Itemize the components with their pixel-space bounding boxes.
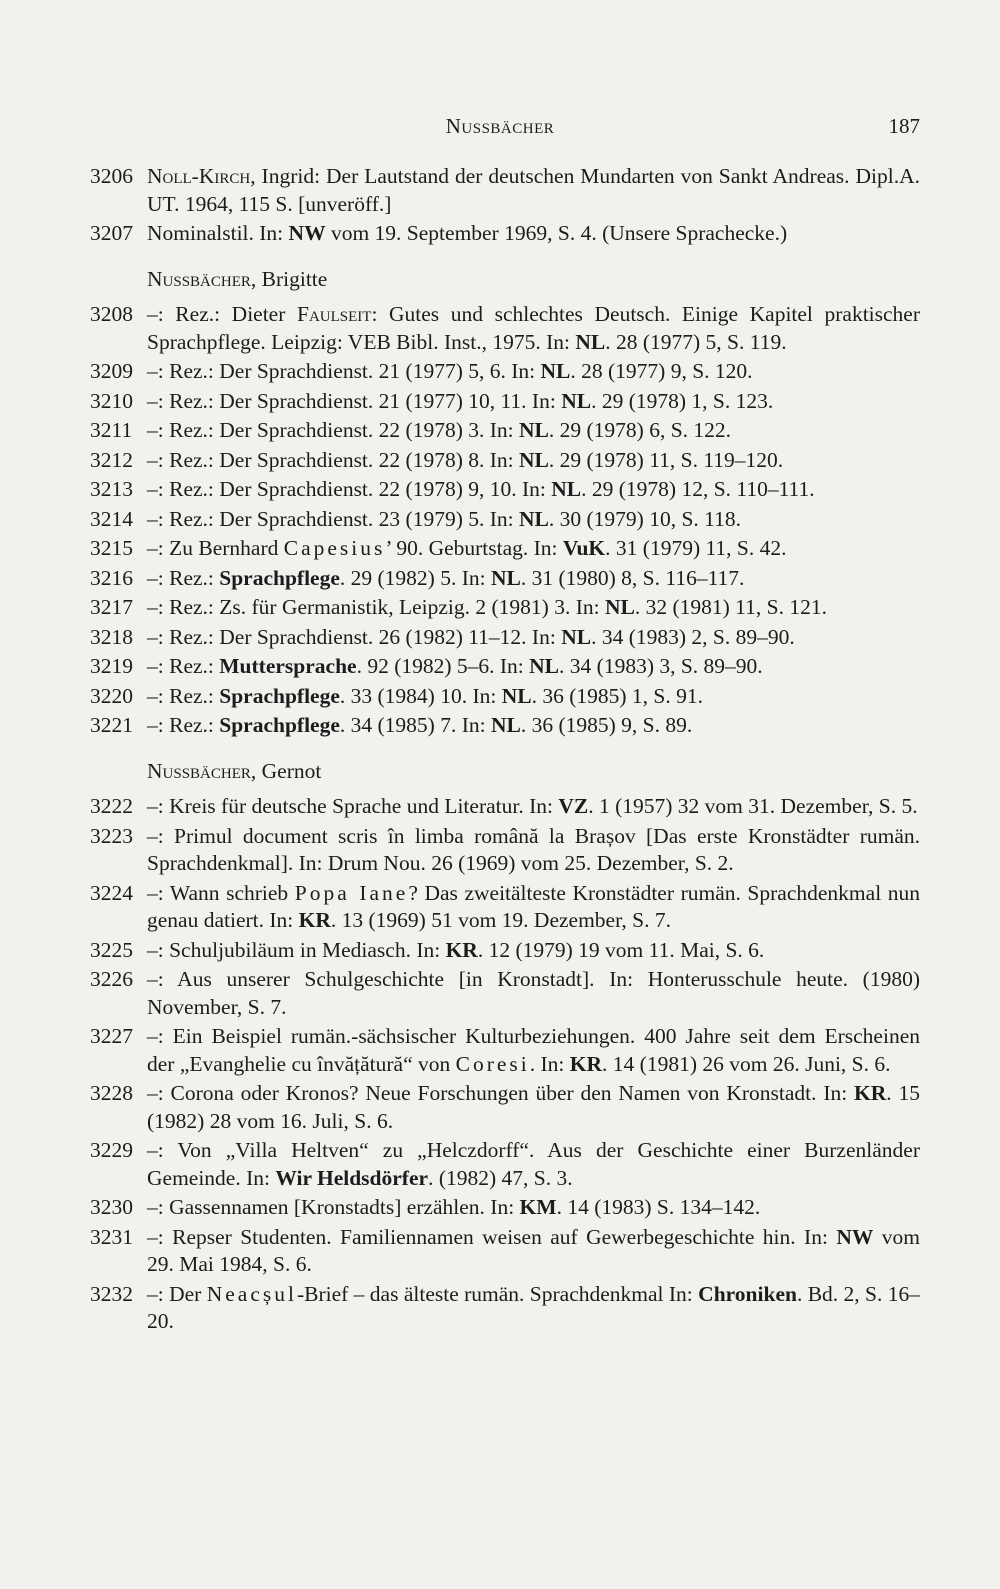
- journal-abbrev: KR: [569, 1051, 603, 1076]
- entry-text: –: Rez.:: [147, 713, 220, 737]
- journal-abbrev: KM: [519, 1195, 557, 1219]
- entry-text: . In:: [529, 1051, 570, 1076]
- entry-text: vom 19. September 1969, S. 4. (Unsere Sprachecke.): [325, 221, 788, 245]
- entry-number: 3231: [90, 1224, 133, 1249]
- journal-abbrev: VuK: [562, 536, 606, 560]
- bibliography-entry: [90, 565, 920, 593]
- entry-text: –: Rez.: Der Sprachdienst. 23 (1979) 5. In:: [147, 506, 519, 531]
- journal-abbrev: KR: [854, 1081, 887, 1105]
- entry-text: –: Gassennamen [Kronstadts] erzählen. In:: [147, 1195, 520, 1219]
- entry-number: 3213: [90, 477, 133, 501]
- entry-text: -Brief – das älteste rumän. Sprachdenkmal In:: [296, 1281, 699, 1306]
- journal-abbrev: Muttersprache: [219, 654, 357, 678]
- entry-text: –: Ein Beispiel rumän.-sächsischer Kulturbeziehungen. 400 Jahre seit dem Erscheinen der „Evanghelie cu învățătură“ von: [147, 1024, 920, 1076]
- entry-number: 3212: [90, 447, 133, 472]
- entry-text: . 29 (1978) 12, S. 110–111.: [581, 477, 815, 501]
- entry-text: –: Kreis für deutsche Sprache und Literatur. In:: [147, 794, 559, 818]
- spaced-name: Capesius: [283, 536, 386, 560]
- entry-number: 3209: [90, 359, 133, 383]
- journal-abbrev: NL: [529, 654, 560, 678]
- entry-text: . 29 (1978) 6, S. 122.: [548, 418, 732, 442]
- entry-number: 3211: [90, 418, 133, 442]
- entry-number: 3223: [90, 823, 133, 848]
- running-header: [0, 114, 1000, 142]
- journal-abbrev: Sprachpflege: [219, 713, 340, 737]
- bibliography-entry: [90, 163, 920, 218]
- entry-text: . 34 (1983) 3, S. 89–90.: [559, 654, 763, 678]
- journal-abbrev: NL: [604, 595, 635, 619]
- entry-text: . 34 (1983) 2, S. 89–90.: [591, 624, 795, 649]
- entry-number: 3228: [90, 1081, 133, 1105]
- bibliography-entry: [90, 1224, 920, 1279]
- bibliography-entry: [90, 476, 920, 504]
- entry-text: . 36 (1985) 1, S. 91.: [531, 683, 703, 708]
- entry-number: 3229: [90, 1138, 133, 1162]
- entry-text: . 31 (1979) 11, S. 42.: [605, 536, 787, 560]
- entry-text: . Bd. 2, S. 16–20.: [147, 1281, 921, 1333]
- entry-number: 3222: [90, 794, 133, 818]
- entry-text: . 36 (1985) 9, S. 89.: [520, 713, 693, 737]
- entry-text: –: Rez.: Der Sprachdienst. 22 (1978) 9, 10. In:: [147, 477, 552, 501]
- entry-text: Nominalstil. In:: [147, 221, 289, 245]
- entry-text: –: Rez.: Dieter: [147, 302, 297, 326]
- entry-text: vom 29. Mai 1984, S. 6.: [147, 1224, 920, 1276]
- entry-text: . 12 (1979) 19 vom 11. Mai, S. 6.: [477, 937, 765, 962]
- entry-number: 3207: [90, 221, 133, 245]
- entry-text: . 92 (1982) 5–6. In:: [356, 654, 530, 678]
- entry-text: . 1 (1957) 32 vom 31. Dezember, S. 5.: [588, 794, 918, 818]
- entry-text: –: Von „Villa Heltven“ zu „Helczdorff“. Aus der Geschichte einer Burzenländer Gemeinde. In:: [147, 1138, 920, 1190]
- entry-number: 3218: [90, 624, 133, 649]
- journal-abbrev: NL: [575, 329, 606, 354]
- entry-text: –: Schuljubiläum in Mediasch. In:: [147, 937, 446, 962]
- journal-abbrev: Wir Heldsdörfer: [275, 1165, 429, 1190]
- bibliography-entry: [90, 417, 920, 445]
- entry-text: –: Zu Bernhard: [147, 536, 284, 560]
- journal-abbrev: NL: [490, 713, 521, 737]
- journal-abbrev: NL: [519, 447, 549, 472]
- bibliography-entry: [90, 447, 920, 475]
- entry-number: 3215: [90, 536, 133, 560]
- author-heading-gernot: [90, 758, 920, 786]
- entry-list-gernot: [90, 793, 920, 1336]
- entry-number: 3206: [90, 164, 133, 188]
- entry-number: 3214: [90, 506, 133, 531]
- journal-abbrev: NL: [540, 359, 571, 383]
- journal-abbrev: NL: [561, 388, 592, 413]
- running-title: Nussbächer: [445, 114, 555, 138]
- entry-text: . 33 (1984) 10. In:: [339, 683, 502, 708]
- entry-text: –: Der: [147, 1281, 207, 1306]
- entry-number: 3208: [90, 302, 133, 326]
- bibliography-entry: [90, 301, 920, 356]
- entry-text: –: Rez.:: [147, 565, 220, 590]
- entry-text: ’ 90. Geburtstag. In:: [385, 536, 563, 560]
- bibliography-entry: [90, 880, 920, 935]
- entry-text: ? Das zweitälteste Kronstädter rumän. Sprachdenkmal nun genau datiert. In:: [147, 880, 920, 932]
- journal-abbrev: Sprachpflege: [219, 565, 340, 590]
- entry-text: –: Rez.:: [147, 654, 220, 678]
- entry-number: 3226: [90, 967, 133, 991]
- entry-text: . 29 (1978) 1, S. 123.: [591, 388, 774, 413]
- bibliography-entry: [90, 358, 920, 386]
- entry-number: 3230: [90, 1195, 133, 1219]
- journal-abbrev: Sprachpflege: [219, 683, 340, 708]
- spaced-name: Popa Iane: [294, 880, 409, 905]
- journal-abbrev: NL: [501, 683, 532, 708]
- entry-text: . 14 (1981) 26 vom 26. Juni, S. 6.: [602, 1051, 891, 1076]
- entry-text: –: Rez.: Zs. für Germanistik, Leipzig. 2 (1981) 3. In:: [147, 595, 605, 619]
- journal-abbrev: KR: [298, 908, 331, 932]
- small-caps-name: Faulseit: [296, 302, 372, 326]
- entry-number: 3224: [90, 880, 133, 905]
- bibliography-entry: [90, 823, 920, 878]
- entry-number: 3210: [90, 388, 133, 413]
- entry-text: . 34 (1985) 7. In:: [339, 713, 491, 737]
- entry-text: . 31 (1980) 8, S. 116–117.: [520, 565, 745, 590]
- spaced-name: Neacșul: [206, 1281, 297, 1306]
- bibliography-entry: [90, 1281, 920, 1336]
- author-heading-brigitte: [90, 266, 920, 294]
- entry-text: . (1982) 47, S. 3.: [428, 1165, 573, 1190]
- bibliography-entry: [90, 653, 920, 681]
- entry-text: –: Repser Studenten. Familiennamen weisen auf Gewerbegeschichte hin. In:: [147, 1224, 837, 1249]
- entry-text: , Gernot: [250, 758, 322, 783]
- entry-text: –: Rez.: Der Sprachdienst. 21 (1977) 5, 6. In:: [147, 359, 541, 383]
- entry-text: –: Rez.: Der Sprachdienst. 21 (1977) 10, 11. In:: [147, 388, 562, 413]
- entry-text: . 29 (1982) 5. In:: [339, 565, 491, 590]
- entry-number: 3221: [90, 713, 133, 737]
- bibliography-entry: [90, 1023, 920, 1078]
- journal-abbrev: NL: [519, 506, 549, 531]
- entry-text: –: Rez.: Der Sprachdienst. 22 (1978) 3. In:: [147, 418, 519, 442]
- bibliography-entry: [90, 683, 920, 711]
- entry-text: . 28 (1977) 9, S. 120.: [570, 359, 753, 383]
- entry-text: . 15 (1982) 28 vom 16. Juli, S. 6.: [147, 1081, 920, 1133]
- bibliography-entry: [90, 506, 920, 534]
- entry-number: 3232: [90, 1281, 133, 1306]
- entry-text: –: Corona oder Kronos? Neue Forschungen über den Namen von Kronstadt. In:: [147, 1081, 855, 1105]
- entry-text: –: Wann schrieb: [147, 880, 295, 905]
- entry-number: 3217: [90, 595, 133, 619]
- bibliography-entry: [90, 220, 920, 248]
- bibliography-entry: [90, 1194, 920, 1222]
- entry-text: –: Rez.: Der Sprachdienst. 26 (1982) 11–12. In:: [147, 624, 562, 649]
- bibliography-entry: [90, 535, 920, 563]
- small-caps-name: Nussbächer: [147, 266, 251, 291]
- entry-number: 3220: [90, 683, 133, 708]
- entry-list-nollkirch: [90, 163, 920, 248]
- bibliography-entry: [90, 594, 920, 622]
- entry-text: . 29 (1978) 11, S. 119–120.: [548, 447, 784, 472]
- entry-text: . 28 (1977) 5, S. 119.: [605, 329, 787, 354]
- entry-text: . 14 (1983) S. 134–142.: [556, 1195, 761, 1219]
- journal-abbrev: KR: [445, 937, 478, 962]
- bibliography-body: [90, 163, 920, 1336]
- small-caps-name: Noll-Kirch: [147, 164, 251, 188]
- bibliography-entry: [90, 712, 920, 740]
- journal-abbrev: NW: [836, 1224, 874, 1249]
- bibliography-entry: [90, 937, 920, 965]
- entry-text: –: Primul document scris în limba română la Brașov [Das erste Kronstädter rumän. Sprachdenkmal]. In: Drum Nou. 26 (1969) vom 25. Dezember, S. 2.: [147, 823, 920, 875]
- entry-text: , Ingrid: Der Lautstand der deutschen Mundarten von Sankt Andreas. Dipl.A. UT. 1964, 115 S. [unveröff.]: [147, 164, 920, 216]
- journal-abbrev: NW: [288, 221, 326, 245]
- entry-number: 3216: [90, 565, 133, 590]
- bibliography-entry: [90, 624, 920, 652]
- bibliography-entry: [90, 966, 920, 1021]
- entry-number: 3219: [90, 654, 133, 678]
- page-number: 187: [888, 114, 920, 138]
- bibliography-entry: [90, 1137, 920, 1192]
- journal-abbrev: Chroniken: [698, 1281, 797, 1306]
- journal-abbrev: NL: [561, 624, 592, 649]
- entry-text: : Gutes und schlechtes Deutsch. Einige Kapitel praktischer Sprachpflege. Leipzig: VEB Bibl. Inst., 1975. In:: [147, 302, 921, 354]
- journal-abbrev: NL: [490, 565, 521, 590]
- journal-abbrev: NL: [519, 418, 549, 442]
- entry-text: . 13 (1969) 51 vom 19. Dezember, S. 7.: [330, 908, 671, 932]
- entry-text: –: Rez.: Der Sprachdienst. 22 (1978) 8. In:: [147, 447, 519, 472]
- entry-number: 3227: [90, 1024, 133, 1048]
- small-caps-name: Nussbächer: [147, 758, 251, 783]
- entry-text: . 30 (1979) 10, S. 118.: [548, 506, 741, 531]
- bibliography-entry: [90, 1080, 920, 1135]
- entry-text: –: Aus unserer Schulgeschichte [in Kronstadt]. In: Honterusschule heute. (1980) November, S. 7.: [147, 967, 920, 1019]
- spaced-name: Coresi: [455, 1051, 530, 1076]
- entry-number: 3225: [90, 937, 133, 962]
- entry-text: . 32 (1981) 11, S. 121.: [634, 595, 827, 619]
- entry-list-brigitte: [90, 301, 920, 740]
- journal-abbrev: NL: [551, 477, 582, 501]
- journal-abbrev: VZ: [558, 794, 589, 818]
- bibliography-entry: [90, 388, 920, 416]
- entry-text: –: Rez.:: [147, 683, 220, 708]
- bibliography-entry: [90, 793, 920, 821]
- entry-text: , Brigitte: [250, 266, 328, 291]
